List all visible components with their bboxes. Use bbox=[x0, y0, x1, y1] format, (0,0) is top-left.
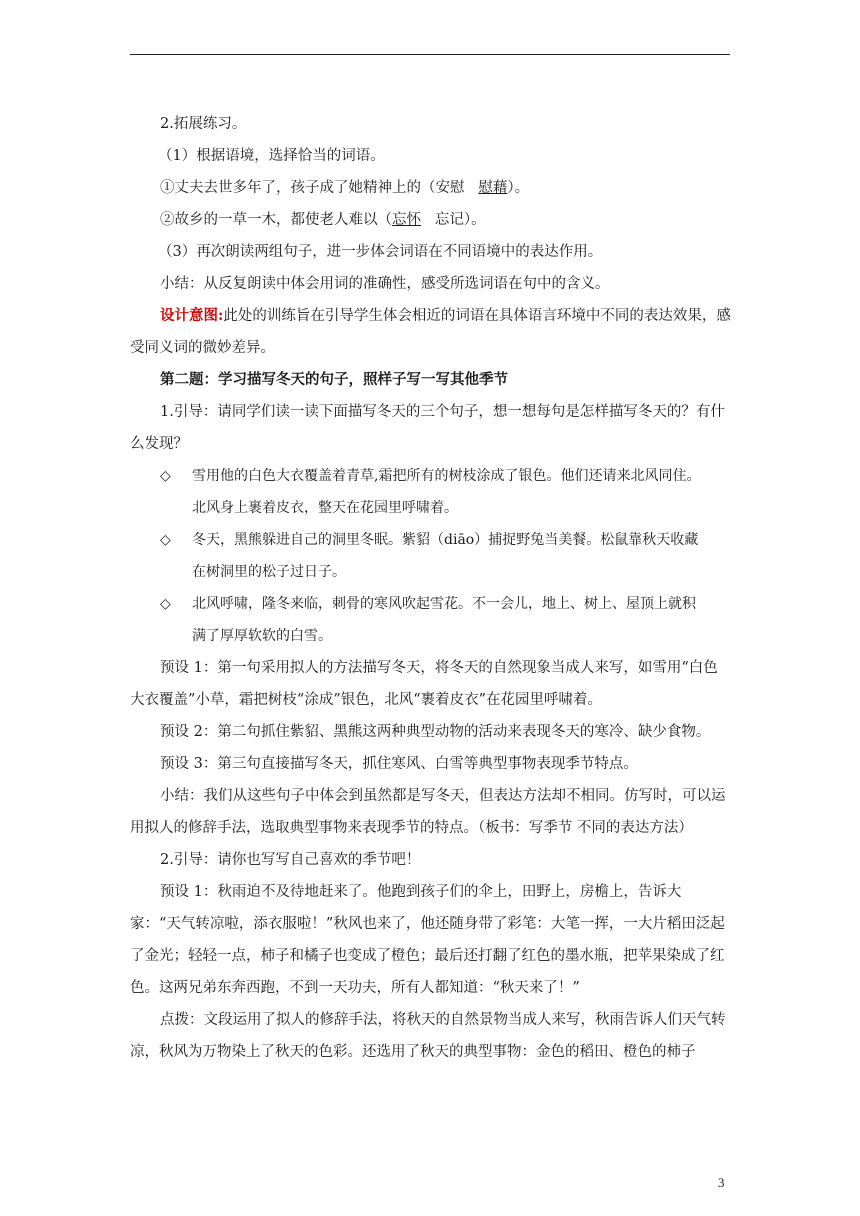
diamond-bullet-icon: ◇ bbox=[160, 468, 171, 484]
exercise-item2: ②故乡的一草一木，都使老人难以（忘怀 忘记）。 bbox=[160, 212, 486, 228]
example-sentence-3: ◇ 北风呼啸，隆冬来临，刺骨的寒风吹起雪花。不一会儿，地上、树上、屋顶上就积 满了厚厚软软的白雪。 bbox=[130, 588, 732, 652]
preset-autumn: 预设 1：秋雨迫不及待地赶来了。他跑到孩子们的伞上，田野上，房檐上，告诉大家：“天气转凉啦，添衣服啦！”秋风也来了，他还随身带了彩笔：大笔一挥，一大片稻田泛起了金光；轻轻一点，柿子和橘子也变成了橙色；最后还打翻了红色的墨水瓶，把苹果染成了红色。这两兄弟东奔西跑，不到一天功夫，所有人都知道：“秋天来了！” bbox=[130, 884, 725, 996]
header-rule bbox=[130, 54, 730, 55]
exercise-sub1: （1）根据语境，选择恰当的词语。 bbox=[158, 148, 385, 164]
preset-1: 预设 1：第一句采用拟人的方法描写冬天，将冬天的自然现象当成人来写，如雪用“白色大衣覆盖”小草，霜把树枝“涂成”银色，北风“裹着皮衣”在花园里呼啸着。 bbox=[130, 660, 718, 708]
teacher-comment: 点拨：文段运用了拟人的修辞手法，将秋天的自然景物当成人来写，秋雨告诉人们天气转凉，秋风为万物染上了秋天的色彩。还选用了秋天的典型事物：金色的稻田、橙色的柿子 bbox=[130, 1012, 726, 1060]
question2-guide1: 1.引导：请同学们读一读下面描写冬天的三个句子，想一想每句是怎样描写冬天的？有什么发现？ bbox=[130, 404, 725, 452]
page-number: 3 bbox=[718, 1175, 725, 1190]
exercise-sub3: （3）再次朗读两组句子，进一步体会词语在不同语境中的表达作用。 bbox=[158, 244, 603, 260]
example-sentence-1: ◇ 雪用他的白色大衣覆盖着青草,霜把所有的树枝涂成了银色。他们还请来北风同住。 北风身上裹着皮衣，整天在花园里呼啸着。 bbox=[130, 460, 732, 524]
question2-summary: 小结：我们从这些句子中体会到虽然都是写冬天，但表达方法却不相同。仿写时，可以运用拟人的修辞手法，选取典型事物来表现季节的特点。（板书：写季节 不同的表达方法） bbox=[130, 788, 726, 836]
exercise-item1: ①丈夫去世多年了，孩子成了她精神上的（安慰 慰藉）。 bbox=[160, 180, 530, 196]
diamond-bullet-icon: ◇ bbox=[160, 596, 171, 612]
document-body bbox=[130, 108, 732, 1068]
example-sentence-2: ◇ 冬天，黑熊躲进自己的洞里冬眠。紫貂（diāo）捕捉野兔当美餐。松鼠靠秋天收藏 在树洞里的松子过日子。 bbox=[130, 524, 732, 588]
design-intent: 设计意图:此处的训练旨在引导学生体会相近的词语在具体语言环境中不同的表达效果，感受同义词的微妙差异。 bbox=[130, 307, 731, 356]
question2-title: 第二题：学习描写冬天的句子，照样子写一写其他季节 bbox=[160, 371, 508, 388]
question2-guide2: 2.引导：请你也写写自己喜欢的季节吧！ bbox=[160, 852, 421, 868]
exercise-summary: 小结：从反复朗读中体会用词的准确性，感受所选词语在句中的含义。 bbox=[160, 276, 610, 292]
diamond-bullet-icon: ◇ bbox=[160, 532, 171, 548]
design-intent-label: 设计意图: bbox=[160, 307, 224, 324]
preset-2: 预设 2：第二句抓住紫貂、黑熊这两种典型动物的活动来表现冬天的寒冷、缺少食物。 bbox=[160, 724, 711, 740]
exercise-heading: 2.拓展练习。 bbox=[160, 116, 247, 132]
preset-3: 预设 3：第三句直接描写冬天，抓住寒风、白雪等典型事物表现季节特点。 bbox=[160, 756, 638, 772]
